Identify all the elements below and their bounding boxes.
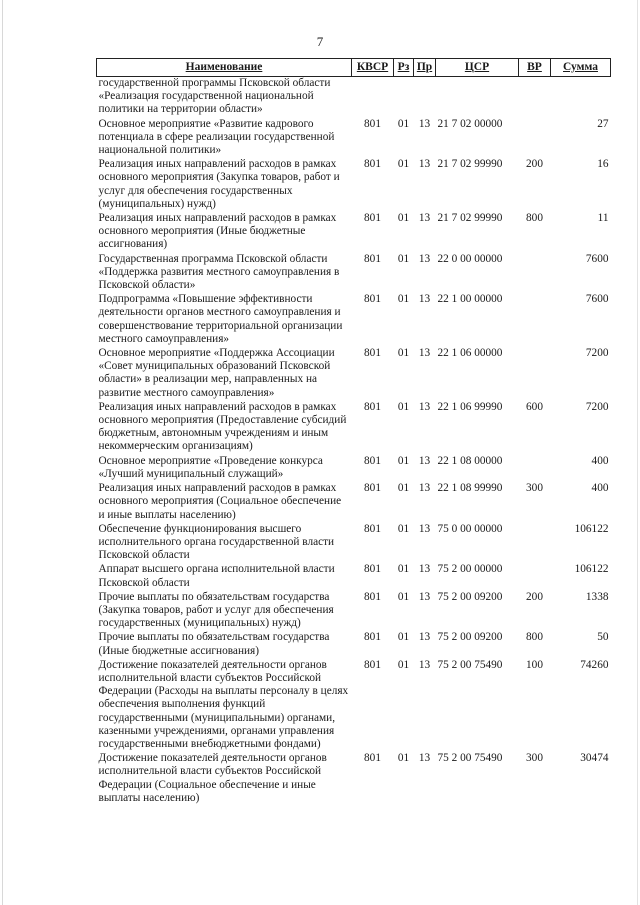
cell-rz: 01 [397,752,410,765]
cell-pr: 13 [418,347,431,360]
cell-vr: 200 [526,590,543,603]
header-name: Наименование [97,59,352,77]
cell-rz: 01 [397,400,410,413]
cell-kvsr: 801 [364,454,381,467]
cell-kvsr [352,77,394,118]
cell-pr: 13 [418,590,431,603]
cell-rz: 01 [397,563,410,576]
cell-vr [519,293,551,347]
table-row [97,563,611,590]
cell-vr: 100 [526,658,543,671]
cell-csr: 22 1 06 99990 [437,400,503,413]
cell-vr [519,118,551,159]
cell-rz [394,77,414,118]
cell-kvsr: 801 [364,563,381,576]
cell-kvsr: 801 [364,158,381,171]
header-csr: ЦСР [436,59,519,77]
header-sum: Сумма [551,59,611,77]
cell-pr: 13 [418,631,431,644]
cell-sum: 400 [591,454,609,467]
table-row [97,118,611,159]
cell-sum: 400 [591,482,609,495]
cell-kvsr: 801 [364,590,381,603]
cell-rz: 01 [397,158,410,171]
scan-edge-left [2,0,3,905]
cell-pr: 13 [418,158,431,171]
cell-name: Обеспечение функционирования высшего исполнительного органа государственной власти Псковской области [98,522,335,562]
cell-name: Подпрограмма «Повышение эффективности деятельности органов местного самоуправления и совершенствование территориальной организации местного самоуправления» [98,293,343,345]
cell-vr: 300 [526,482,543,495]
cell-pr: 13 [418,752,431,765]
cell-sum: 106122 [574,522,609,535]
cell-sum: 27 [597,117,609,130]
cell-kvsr: 801 [364,631,381,644]
cell-rz: 01 [397,631,410,644]
cell-rz: 01 [397,482,410,495]
table-row [97,77,611,118]
cell-sum: 7600 [585,293,609,306]
cell-name: Прочие выплаты по обязательствам государства (Закупка товаров, работ и услуг для обеспечения государственных (муниципальных) нужд) [98,590,334,630]
cell-vr [519,455,551,482]
cell-vr: 600 [526,400,543,413]
cell-name: Достижение показателей деятельности органов исполнительной власти субъектов Российской Федерации (Расходы на выплаты персоналу в целях обеспечения выполнения функций государственными (муниципальными) органами, казенными учреждениями, органами управления государственными внебюджетными фондами) [98,658,349,750]
cell-pr: 13 [418,658,431,671]
cell-csr: 21 7 02 00000 [437,117,503,130]
cell-kvsr: 801 [364,482,381,495]
cell-name: Реализация иных направлений расходов в рамках основного мероприятия (Закупка товаров, работ и услуг для обеспечения государственных (муниципальных) нужд) [98,158,340,210]
cell-pr: 13 [418,117,431,130]
table-row [97,253,611,294]
cell-rz: 01 [397,117,410,130]
cell-pr: 13 [418,212,431,225]
cell-name: Реализация иных направлений расходов в рамках основного мероприятия (Иные бюджетные ассигнования) [98,212,337,251]
header-rz: Рз [394,59,414,77]
cell-vr: 800 [526,631,543,644]
cell-vr: 300 [526,752,543,765]
cell-csr: 21 7 02 99990 [437,212,503,225]
cell-sum: 1338 [585,590,609,603]
budget-table [96,58,611,806]
cell-pr: 13 [418,563,431,576]
cell-pr: 13 [418,293,431,306]
cell-sum: 7200 [585,347,609,360]
cell-sum: 16 [597,158,609,171]
cell-kvsr: 801 [364,522,381,535]
table-row [97,631,611,658]
cell-pr: 13 [418,454,431,467]
cell-kvsr: 801 [364,400,381,413]
cell-name: Аппарат высшего органа исполнительной власти Псковской области [98,563,335,589]
cell-csr: 75 0 00 00000 [437,522,503,535]
scan-edge-right [637,0,638,905]
cell-name: Основное мероприятие «Развитие кадрового потенциала в сфере реализации государственной национальной политики» [98,117,335,157]
cell-rz: 01 [397,590,410,603]
cell-rz: 01 [397,454,410,467]
cell-sum: 74260 [580,658,609,671]
cell-csr: 22 1 00 00000 [437,293,503,306]
table-row [97,591,611,632]
page-number: 7 [316,34,324,49]
cell-csr [436,77,519,118]
table-row [97,293,611,347]
table-row [97,347,611,401]
cell-pr: 13 [418,482,431,495]
header-kvsr: КВСР [352,59,394,77]
cell-sum: 7200 [585,400,609,413]
table-row [97,401,611,455]
cell-csr: 21 7 02 99990 [437,158,503,171]
cell-kvsr: 801 [364,212,381,225]
cell-name: государственной программы Псковской области «Реализация государственной национальной политики на территории области» [98,77,331,116]
cell-kvsr: 801 [364,117,381,130]
cell-csr: 22 0 00 00000 [437,252,503,265]
cell-name: Государственная программа Псковской области «Поддержка развития местного самоуправления в Псковской области» [98,252,340,292]
cell-vr [519,347,551,401]
cell-kvsr: 801 [364,752,381,765]
header-vr: ВР [519,59,551,77]
table-row [97,752,611,806]
table-row [97,482,611,523]
cell-sum: 50 [597,631,609,644]
cell-csr: 22 1 08 00000 [437,454,503,467]
cell-name: Основное мероприятие «Поддержка Ассоциации «Совет муниципальных образований Псковской области» в реализации мер, направленных на развитие местного самоуправления» [98,347,335,399]
cell-sum: 30474 [580,752,609,765]
cell-pr [414,77,436,118]
table-row [97,659,611,752]
cell-name: Достижение показателей деятельности органов исполнительной власти субъектов Российской Федерации (Социальное обеспечение и иные выплаты населению) [98,752,327,804]
header-pr: Пр [414,59,436,77]
cell-pr: 13 [418,252,431,265]
cell-csr: 75 2 00 75490 [437,752,503,765]
cell-kvsr: 801 [364,658,381,671]
table-row [97,158,611,212]
cell-rz: 01 [397,212,410,225]
cell-name: Прочие выплаты по обязательствам государства (Иные бюджетные ассигнования) [98,631,330,657]
table-row [97,212,611,253]
cell-vr [519,523,551,564]
cell-csr: 22 1 06 00000 [437,347,503,360]
cell-vr: 200 [526,158,543,171]
cell-rz: 01 [397,252,410,265]
cell-sum: 7600 [585,252,609,265]
cell-pr: 13 [418,400,431,413]
table-header-row [97,59,611,77]
cell-kvsr: 801 [364,293,381,306]
cell-vr [519,253,551,294]
cell-sum: 11 [597,212,609,225]
cell-csr: 75 2 00 09200 [437,590,503,603]
table-body [97,77,611,806]
cell-name: Основное мероприятие «Проведение конкурса «Лучший муниципальный служащий» [98,454,323,480]
cell-csr: 75 2 00 09200 [437,631,503,644]
cell-vr [519,563,551,590]
table-row [97,455,611,482]
cell-kvsr: 801 [364,347,381,360]
cell-vr [519,77,551,118]
cell-csr: 75 2 00 75490 [437,658,503,671]
cell-csr: 75 2 00 00000 [437,563,503,576]
cell-name: Реализация иных направлений расходов в рамках основного мероприятия (Социальное обеспечение и иные выплаты населению) [98,482,342,521]
cell-rz: 01 [397,293,410,306]
cell-rz: 01 [397,522,410,535]
cell-vr: 800 [526,212,543,225]
cell-pr: 13 [418,522,431,535]
cell-rz: 01 [397,347,410,360]
table-row [97,523,611,564]
cell-sum: 106122 [574,563,609,576]
cell-kvsr: 801 [364,252,381,265]
cell-csr: 22 1 08 99990 [437,482,503,495]
cell-sum [551,77,611,118]
cell-name: Реализация иных направлений расходов в рамках основного мероприятия (Предоставление субсидий бюджетным, автономным учреждениям и иным некоммерческим организациям) [98,400,347,453]
cell-rz: 01 [397,658,410,671]
